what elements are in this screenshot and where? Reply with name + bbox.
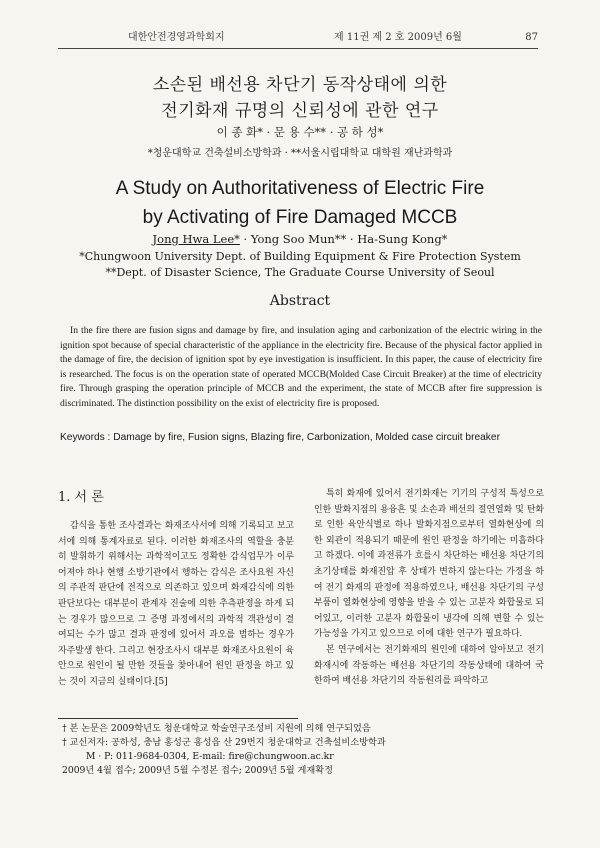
other-authors: · Yong Soo Mun** · Ha-Sung Kong* [239, 232, 448, 246]
left-column [58, 519, 294, 691]
page-number: 87 [525, 32, 538, 43]
english-affiliation-1: *Chungwoon University Dept. of Building Equipment & Fire Protection System [79, 250, 521, 263]
korean-title-line2: 전기화재 규명의 신뢰성에 관한 연구 [161, 101, 439, 121]
abstract-body: In the fire there are fusion signs and damage by fire, and insulation aging and carbonization of the electric wiring in the ignition spot because of special characteristic of the appliance in the electricity fire. Because of the physical factor applied in the damage of fire, the decision of ignition spot by eye investigation is insufficient. In this paper, the cause of electricity fire is researched. The focus is on the operation state of operated MCCB(Molded Case Circuit Breaker) at the time of electricity fire. Through grasping the operation principle of MCCB and the experiment, the state of MCCB after fire suppression is discriminated. The distinction possibility on the exist of electricity fire is proposed. [60, 325, 542, 409]
keywords: Keywords : Damage by fire, Fusion signs, Blazing fire, Carbonization, Molded case circuit breaker [60, 432, 500, 443]
korean-title [60, 72, 540, 124]
footnote-corresponding: † 교신저자: 공하성, 충남 홍성군 홍성읍 산 29번지 청운대학교 건축설비소방학과 [62, 737, 386, 748]
footnote-rule [58, 718, 298, 719]
right-column [314, 487, 544, 690]
right-column-paragraph-2: 본 연구에서는 전기화재의 원인에 대하여 알아보고 전기화재시에 작동하는 배선용 차단기의 작동상태에 대하여 국한하여 배선용 차단기의 작동원리를 파악하고 [314, 644, 544, 687]
right-column-paragraph-1: 특히 화재에 있어서 전기화재는 기기의 구성적 특성으로 인한 발화지점의 용융흔 및 소손과 배선의 절연열화 및 탄화로 인한 육안식별로 하나 발화지점으로부터 열화현상에 의한 외관이 적용되기 때문에 원인 판정을 하기에는 미흡하다고 하겠다. 이에 과전류가 흐를시 차단하는 배선용 차단기의 초기상태를 화재진압 후 상태가 변하지 않는다는 가정을 하여 전기 화재의 판정에 적용하였으나, 배선용 차단기의 구성부품이 열화현상에 영향을 받을 수 있는 고분자 화합물로 되어있고, 이러한 고분자 화합물이 냉각에 의해 변할 수 있는 가능성을 가지고 있으므로 이에 대한 연구가 필요하다. [314, 489, 544, 640]
abstract-heading: Abstract [269, 293, 331, 309]
korean-authors: 이 종 화* · 문 용 수** · 공 하 성* [216, 125, 384, 139]
english-authors [60, 232, 540, 246]
english-title-line2: by Activating of Fire Damaged MCCB [142, 207, 458, 228]
header-rule [58, 48, 538, 49]
footnote-dates: 2009년 4월 접수; 2009년 5월 수정본 접수; 2009년 5월 게재확정 [62, 765, 334, 776]
section-heading: 1. 서 론 [58, 490, 104, 505]
korean-affiliation: *청운대학교 건축설비소방학과 · **서울시립대학교 대학원 재난과학과 [147, 148, 453, 159]
footnote-contact: M · P: 011-9684-0304, E-mail: fire@chungwoon.ac.kr [86, 751, 334, 762]
english-title [60, 174, 540, 232]
first-author: Jong Hwa Lee* [152, 232, 240, 246]
english-affiliations [60, 249, 540, 281]
volume-info: 제 11권 제 2 호 2009년 6월 [334, 32, 462, 43]
korean-title-line1: 소손된 배선용 차단기 동작상태에 의한 [152, 75, 448, 95]
left-column-paragraph: 감식을 통한 조사결과는 화재조사서에 의해 기록되고 보고서에 의해 통계자료로 된다. 이러한 화재조사의 역할을 충분히 발휘하기 위해서는 과학적이고도 정확한 감식업무가 이루어져야 하나 현행 소방기관에서 행하는 감식은 조사요원 자신의 주관적 판단에 전적으로 의존하고 있으며 화재감식에 의한 판단보다는 대부분이 관계자 진술에 의한 추측판정을 하게 되는 경우가 많으므로 그 증명 과정에서의 과학적 객관성이 결여되는 수가 많고 결과 판정에 있어서 과오를 범하는 경우가 자주발생 한다. 그리고 현장조사시 대부분 화재조사요원이 육안으로 원인이 될 만한 것들을 찾아내어 원인 판정을 하고 있는 것이 지금의 실태이다.[5] [58, 521, 294, 687]
english-title-line1: A Study on Authoritativeness of Electric Fire [115, 178, 485, 199]
footnotes [62, 722, 548, 778]
running-head [58, 30, 538, 46]
footnote-funding: † 본 논문은 2009학년도 청운대학교 학술연구조성비 지원에 의해 연구되었음 [62, 723, 371, 734]
english-affiliation-2: **Dept. of Disaster Science, The Graduate Course University of Seoul [105, 266, 495, 279]
journal-name: 대한안전경영과학회지 [128, 32, 225, 43]
